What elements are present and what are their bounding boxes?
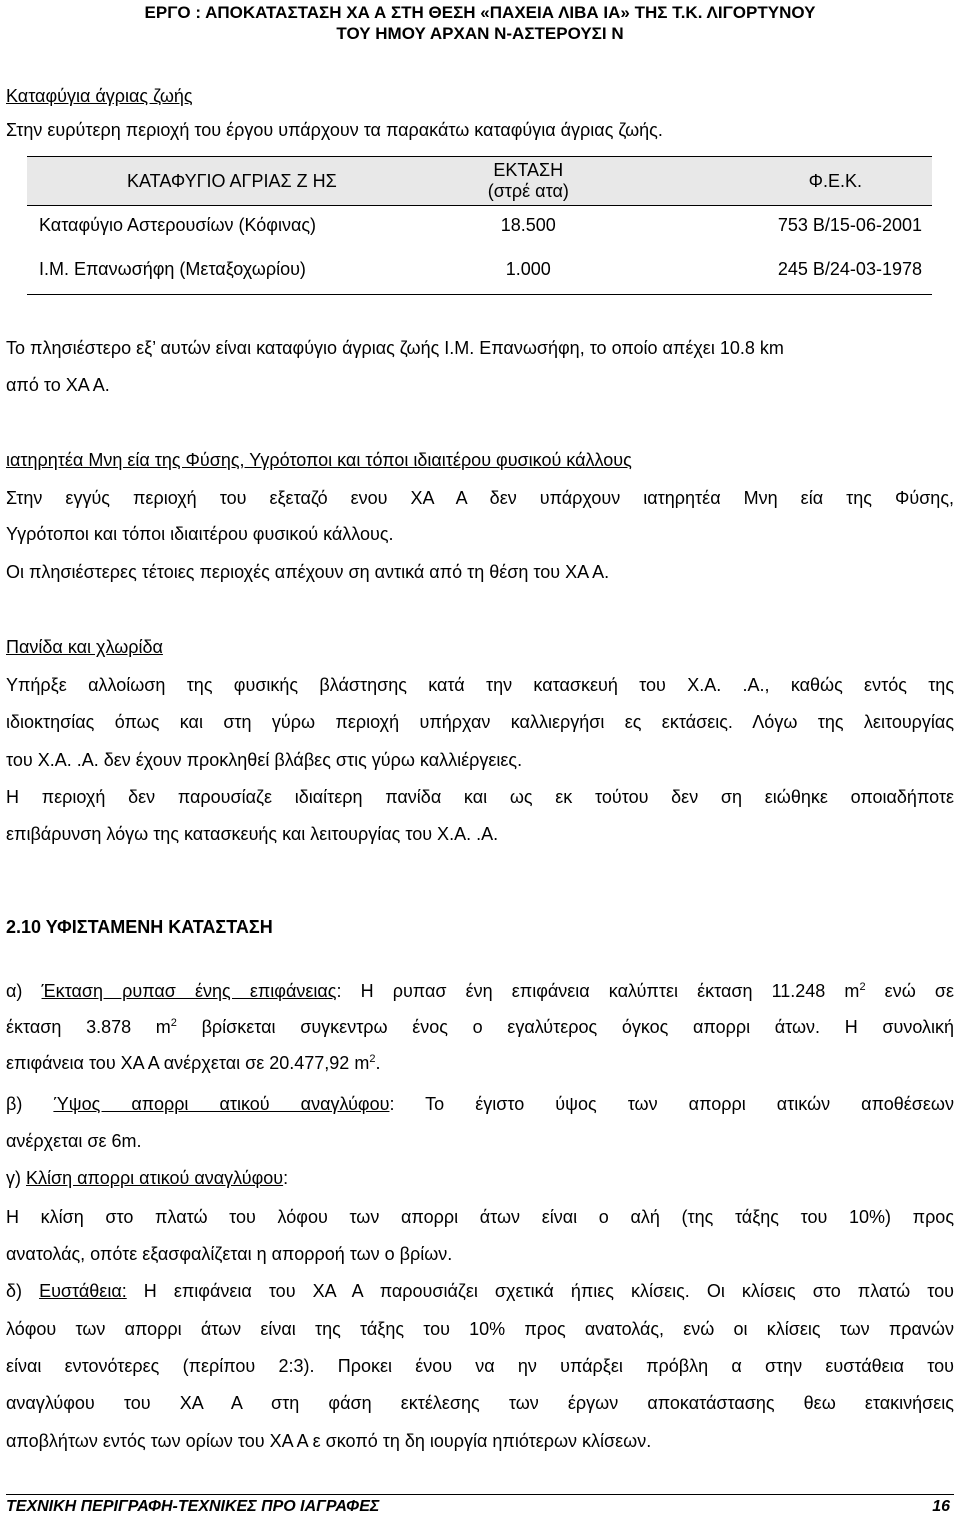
item-d-line1 <box>6 1281 954 1302</box>
monuments-paragraph-line2: Υγρότοποι και τόποι ιδιαιτέρου φυσικού κάλλους. <box>6 524 394 544</box>
item-a-line2 <box>6 1017 954 1038</box>
item-a3-text1: επιφάνεια του ΧΑ Α ανέρχεται σε 20.477,92 m <box>6 1053 370 1073</box>
table-cell-gazette: 753 Β/15-06-2001 <box>777 214 922 235</box>
item-d-line2: λόφου των απορρι άτων είναι της τάξης του 10% προς ανατολάς, ενώ οι κλίσεις των πρανών <box>6 1319 954 1339</box>
table-row <box>27 206 932 245</box>
item-c-prefix: γ) <box>6 1168 26 1188</box>
item-a-sup1: 2 <box>859 981 866 993</box>
item-b-line2: ανέρχεται σε 6m. <box>6 1131 142 1151</box>
item-d-line5: αποβλήτων εντός των ορίων του ΧΑ Α ε σκοπό τη δη ιουργία ηπιότερων κλίσεων. <box>6 1431 652 1451</box>
document-header-line2: ΤΟΥ ΗΜΟΥ ΑΡΧΑΝ Ν-ΑΣΤΕΡΟΥΣΙ Ν <box>336 24 624 43</box>
item-a-text2: ενώ σε <box>865 981 955 1001</box>
section-title-fauna-flora: Πανίδα και χλωρίδα <box>6 637 163 657</box>
wildlife-closest-line2: από το ΧΑ Α. <box>6 375 110 395</box>
item-a-label: Έκταση ρυπασ ένης επιφάνειας <box>41 981 337 1001</box>
wildlife-intro: Στην ευρύτερη περιοχή του έργου υπάρχουν τα παρακάτω καταφύγια άγριας ζωής. <box>6 120 663 140</box>
page-number: 16 <box>932 1498 950 1515</box>
item-a2-sup: 2 <box>170 1017 177 1029</box>
table-row <box>27 244 932 295</box>
item-a2-text2: βρίσκεται συγκεντρω ένος ο εγαλύτερος όγκος απορρι άτων. Η συνολική <box>176 1017 955 1037</box>
item-d-label: Ευστάθεια: <box>39 1281 127 1301</box>
table-cell-area: 1.000 <box>433 244 623 295</box>
wildlife-refuges-table <box>27 156 932 295</box>
item-c-title <box>6 1168 288 1189</box>
item-a-prefix: α) <box>6 981 42 1001</box>
item-c-line2: ανατολάς, οπότε εξασφαλίζεται η απορροή των ο βρίων. <box>6 1244 453 1264</box>
item-d-line4: αναγλύφου του ΧΑ Α στη φάση εκτέλεσης των έργων αποκατάστασης θεω ετακινήσεις <box>6 1393 954 1413</box>
item-b-line1 <box>6 1094 954 1115</box>
table-header-row <box>27 157 932 206</box>
monuments-paragraph-line1: Στην εγγύς περιοχή του εξεταζό ενου ΧΑ Α δεν υπάρχουν ιατηρητέα Μνη εία της Φύσης, <box>6 488 954 508</box>
table-cell-gazette: 245 Β/24-03-1978 <box>623 244 932 295</box>
item-a-line3 <box>6 1053 380 1074</box>
fauna-line5: επιβάρυνση λόγω της κατασκευής και λειτουργίας του Χ.Α. .Α. <box>6 824 499 844</box>
fauna-line4: Η περιοχή δεν παρουσίαζε ιδιαίτερη πανίδα και ως εκ τούτου δεν ση ειώθηκε οποιαδήποτε <box>6 787 954 807</box>
section-heading-2-10: 2.10 ΥΦΙΣΤΑΜΕΝΗ ΚΑΤΑΣΤΑΣΗ <box>6 917 273 937</box>
wildlife-closest-line1: Το πλησιέστερο εξ’ αυτών είναι καταφύγιο άγριας ζωής Ι.Μ. Επανωσήφη, το οποίο απέχει 10.8 km <box>6 338 784 358</box>
document-header-line1: ΕΡΓΟ : ΑΠΟΚΑΤΑΣΤΑΣΗ ΧΑ Α ΣΤΗ ΘΕΣΗ «ΠΑΧΕΙΑ ΛΙΒΑ ΙΑ» ΤΗΣ Τ.Κ. ΛΙΓΟΡΤΥΝΟΥ <box>144 3 816 22</box>
table-header-gazette: Φ.Ε.Κ. <box>623 157 932 206</box>
item-d-prefix: δ) <box>6 1281 40 1301</box>
item-a-line1 <box>6 981 954 1002</box>
section-title-natural-monuments: ιατηρητέα Μνη εία της Φύσης, Υγρότοποι και τόποι ιδιαιτέρου φυσικού κάλλους <box>6 450 632 470</box>
table-cell-area: 18.500 <box>500 214 556 235</box>
item-b-label: Ύψος απορρι ατικού αναγλύφου <box>53 1094 390 1114</box>
item-a2-text1: έκταση 3.878 m <box>6 1017 171 1037</box>
footer-text: ΤΕΧΝΙΚΗ ΠΕΡΙΓΡΑΦΗ-ΤΕΧΝΙΚΕΣ ΠΡΟ ΙΑΓΡΑΦΕΣ <box>6 1498 380 1515</box>
footer-divider <box>6 1494 954 1495</box>
fauna-line1: Υπήρξε αλλοίωση της φυσικής βλάστησης κατά την κατασκευή του Χ.Α. .Α., καθώς εντός της <box>6 675 954 695</box>
item-c-label: Κλίση απορρι ατικού αναγλύφου <box>26 1168 284 1188</box>
table-header-area-unit: (στρέ ατα) <box>487 181 569 201</box>
table-header-area-title: ΕΚΤΑΣΗ <box>493 160 564 180</box>
section-title-wildlife-refuges: Καταφύγια άγριας ζωής <box>6 86 193 106</box>
item-b-prefix: β) <box>6 1094 54 1114</box>
item-c-suffix: : <box>283 1168 289 1188</box>
item-a3-text2: . <box>375 1053 381 1073</box>
monuments-paragraph2: Οι πλησιέστερες τέτοιες περιοχές απέχουν ση αντικά από τη θέση του ΧΑ Α. <box>6 562 610 582</box>
table-header-refuge: ΚΑΤΑΦΥΓΙΟ ΑΓΡΙΑΣ Ζ ΗΣ <box>27 157 433 206</box>
item-d-line3: είναι εντονότερες (περίπου 2:3). Προκει ένου να ην υπάρξει πρόβλη α στην ευστάθεια του <box>6 1356 954 1376</box>
table-cell-refuge: Καταφύγιο Αστερουσίων (Κόφινας) <box>39 214 317 235</box>
item-c-line1: Η κλίση στο πλατώ του λόφου των απορρι άτων είναι ο αλή (της τάξης του 10%) προς <box>6 1207 954 1227</box>
fauna-line2: ιδιοκτησίας όπως και στη γύρω περιοχή υπήρχαν καλλιεργήσι ες εκτάσεις. Λόγω της λειτουργίας <box>6 712 954 732</box>
table-header-area <box>433 157 623 206</box>
fauna-line3: του Χ.Α. .Α. δεν έχουν προκληθεί βλάβες στις γύρω καλλιέργειες. <box>6 750 523 770</box>
item-a-text1: : Η ρυπασ ένη επιφάνεια καλύπτει έκταση 11.248 m <box>336 981 860 1001</box>
item-a3-sup: 2 <box>369 1053 376 1065</box>
item-b-text: : Το έγιστο ύψος των απορρι ατικών αποθέσεων <box>389 1094 954 1114</box>
item-d-text: Η επιφάνεια του ΧΑ Α παρουσιάζει σχετικά ήπιες κλίσεις. Οι κλίσεις στο πλατώ του <box>126 1281 954 1301</box>
table-cell-refuge: Ι.Μ. Επανωσήφη (Μεταξοχωρίου) <box>27 244 433 295</box>
